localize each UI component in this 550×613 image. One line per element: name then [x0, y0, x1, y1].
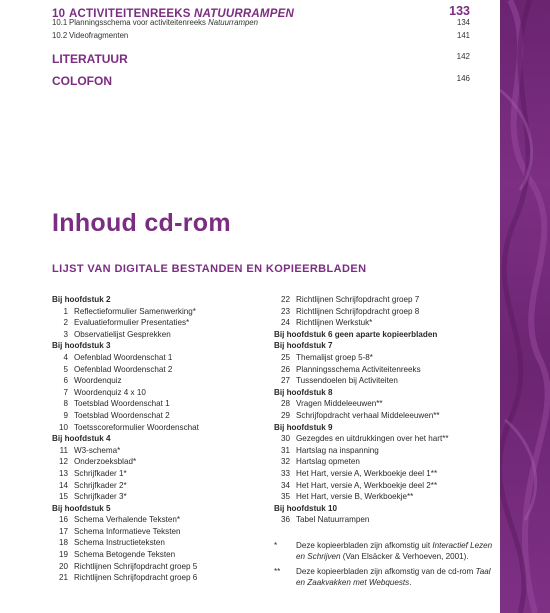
list-item-text: Tabel Natuurrampen: [296, 515, 370, 525]
list-item-text: Richtlijnen Schrijfopdracht groep 5: [74, 561, 198, 571]
list-item: [52, 537, 267, 549]
toc-sub-text: Videofragmenten: [69, 31, 129, 40]
list-item: [52, 329, 267, 341]
list-item-text: Richtlijnen Schrijfopdracht groep 6: [74, 573, 198, 583]
list-item: [274, 445, 494, 457]
list-item: [274, 468, 494, 480]
chapter-title-emphasis: NATUURRAMPEN: [194, 8, 294, 20]
list-item-number: 11: [59, 445, 68, 455]
list-item-number: 14: [58, 480, 68, 490]
list-group-header: [274, 387, 494, 399]
table-of-contents: [52, 4, 470, 96]
list-item-number: 27: [280, 376, 290, 386]
toc-chapter-row: [52, 4, 470, 18]
file-list-right: [274, 294, 494, 588]
footnote-text-end: .: [409, 577, 412, 587]
list-item-text: Planningsschema Activiteitenreeks: [296, 364, 421, 374]
toc-sub-row: [52, 18, 470, 31]
list-item-text: Toetsscoreformulier Woordenschat: [74, 422, 199, 432]
list-item: [274, 364, 494, 376]
list-item-number: 29: [280, 410, 290, 420]
list-item-text: Schema Betogende Teksten: [74, 550, 176, 560]
footnote-text: Deze kopieerbladen zijn afkomstig van de cd-rom: [296, 566, 476, 576]
list-item-text: Schema Informatieve Teksten: [74, 526, 181, 536]
list-item: [52, 561, 267, 573]
list-item-text: Richtlijnen Werkstuk*: [296, 318, 373, 328]
list-item-number: 1: [63, 306, 68, 316]
list-item-number: 35: [280, 492, 290, 502]
list-item-number: 33: [280, 468, 290, 478]
list-item: [52, 491, 267, 503]
list-group-header: [274, 422, 494, 434]
list-item: [52, 445, 267, 457]
list-item-text: Bij hoofdstuk 6 geen aparte kopieerbladen: [274, 329, 438, 339]
list-group-header: [274, 340, 494, 352]
list-item-text: Toetsblad Woordenschat 1: [74, 399, 170, 409]
list-item-text: Schema Verhalende Teksten*: [74, 515, 181, 525]
list-item-number: 26: [280, 364, 290, 374]
list-group-header: [52, 503, 267, 515]
list-item-text: Schrijfkader 2*: [74, 480, 127, 490]
list-item-text: Schema Instructieteksten: [74, 538, 165, 548]
list-item: [52, 317, 267, 329]
list-item-number: 15: [58, 492, 68, 502]
toc-sub-page: 134: [456, 18, 470, 27]
list-item-number: 9: [63, 410, 68, 420]
list-item-text: Hartslag opmeten: [296, 457, 360, 467]
list-item: [52, 352, 267, 364]
list-item-text: Gezegdes en uitdrukkingen over het hart**: [296, 434, 449, 444]
list-item: [274, 317, 494, 329]
list-item-number: 2: [63, 318, 68, 328]
list-item-text: Het Hart, versie B, Werkboekje**: [296, 492, 414, 502]
list-item-text: Themalijst groep 5-8*: [296, 352, 373, 362]
list-item-text: Observatielijst Gesprekken: [74, 329, 171, 339]
toc-sub-text: Planningsschema voor activiteitenreeks: [69, 18, 209, 27]
list-item-number: 8: [63, 399, 68, 409]
list-item: [52, 364, 267, 376]
list-item: [52, 398, 267, 410]
list-item: [52, 468, 267, 480]
list-group-header: [274, 329, 494, 341]
list-item-text: W3-schema*: [74, 445, 121, 455]
list-item: [52, 306, 267, 318]
list-item-number: 23: [280, 306, 290, 316]
list-group-header: [52, 340, 267, 352]
list-item-number: 22: [280, 295, 290, 304]
list-item-number: 13: [58, 468, 68, 478]
list-item-number: 7: [63, 387, 68, 397]
toc-section-page: 142: [456, 52, 470, 61]
list-group-header: [52, 294, 267, 306]
footnote-emphasis: Interactief Lezen en Schrijven: [296, 540, 493, 561]
list-item: [274, 491, 494, 503]
list-item-number: 17: [58, 526, 68, 536]
page-title: Inhoud cd-rom: [52, 209, 231, 237]
chapter-number: 10: [52, 8, 66, 20]
list-item: [52, 549, 267, 561]
footnote-text: Deze kopieerbladen zijn afkomstig uit: [296, 540, 433, 550]
file-list-left: [52, 294, 267, 584]
list-item: [274, 514, 494, 526]
toc-section-label: COLOFON: [52, 74, 112, 88]
list-item-number: 24: [280, 318, 290, 328]
list-item-number: 31: [280, 445, 290, 455]
list-item-text: Schrijfkader 1*: [74, 468, 127, 478]
list-item-text: Tussendoelen bij Activiteiten: [296, 376, 398, 386]
toc-section-label: LITERATUUR: [52, 52, 128, 66]
list-item-text: Schrijfopdracht verhaal Middeleeuwen**: [296, 410, 440, 420]
toc-sub-page: 141: [456, 31, 470, 40]
list-item-number: 6: [63, 376, 68, 386]
list-item: [274, 306, 494, 318]
list-item-number: 3: [63, 329, 68, 339]
list-item-number: 18: [58, 538, 68, 548]
list-item-number: 4: [63, 352, 68, 362]
list-item: [52, 422, 267, 434]
list-item: [274, 294, 494, 306]
footnote: [274, 566, 494, 588]
list-item: [52, 480, 267, 492]
swirl-pattern-icon: [500, 0, 550, 613]
list-item-text: Oefenblad Woordenschat 2: [74, 364, 173, 374]
footnote-text-end: (Van Elsäcker & Verhoeven, 2001).: [340, 551, 469, 561]
list-item: [52, 375, 267, 387]
list-item-text: Reflectieformulier Samenwerking*: [74, 306, 196, 316]
list-item: [274, 433, 494, 445]
list-item-number: 10: [58, 422, 68, 432]
list-item-number: 32: [280, 457, 290, 467]
list-item: [274, 480, 494, 492]
list-item-text: Richtlijnen Schrijfopdracht groep 7: [296, 295, 420, 304]
footnote: [274, 540, 494, 562]
list-item: [52, 514, 267, 526]
list-item: [52, 572, 267, 584]
list-item-number: 19: [58, 550, 68, 560]
list-item-text: Bij hoofdstuk 10: [274, 503, 337, 513]
toc-sub-number: 10.1: [52, 18, 68, 27]
list-item-text: Hartslag na inspanning: [296, 445, 379, 455]
list-item: [274, 398, 494, 410]
list-item-text: Onderzoeksblad*: [74, 457, 137, 467]
list-item-text: Bij hoofdstuk 2: [52, 295, 111, 304]
list-item-number: 16: [58, 515, 68, 525]
footnote-emphasis: Taal en Zaakvakken met Webquests: [296, 566, 491, 587]
decorative-purple-band: [500, 0, 550, 613]
list-item: [52, 456, 267, 468]
list-item-text: Bij hoofdstuk 5: [52, 503, 111, 513]
list-item-number: 5: [63, 364, 68, 374]
list-item-text: Toetsblad Woordenschat 2: [74, 410, 170, 420]
toc-section-page: 146: [456, 74, 470, 83]
list-item: [274, 352, 494, 364]
list-item-text: Bij hoofdstuk 4: [52, 434, 111, 444]
list-item: [274, 375, 494, 387]
toc-section-row: [52, 52, 470, 74]
list-item: [52, 387, 267, 399]
list-item-text: Vragen Middeleeuwen**: [296, 399, 383, 409]
list-item-text: Bij hoofdstuk 8: [274, 387, 333, 397]
toc-sub-number: 10.2: [52, 31, 68, 40]
toc-sub-emphasis: Natuurrampen: [208, 18, 258, 27]
list-item-text: Oefenblad Woordenschat 1: [74, 352, 173, 362]
list-item-text: Bij hoofdstuk 3: [52, 341, 111, 351]
list-item-number: 28: [280, 399, 290, 409]
list-item-text: Het Hart, versie A, Werkboekje deel 1**: [296, 468, 438, 478]
chapter-page: 133: [449, 4, 470, 18]
chapter-title-text: ACTIVITEITENREEKS: [69, 8, 195, 20]
list-item-text: Woordenquiz: [74, 376, 122, 386]
list-item-text: Bij hoofdstuk 7: [274, 341, 333, 351]
list-item-text: Schrijfkader 3*: [74, 492, 127, 502]
list-item-number: 34: [280, 480, 290, 490]
list-item: [274, 410, 494, 422]
footnote-mark: **: [274, 566, 281, 576]
list-item-text: Evaluatieformulier Presentaties*: [74, 318, 190, 328]
list-group-header: [274, 503, 494, 515]
list-item-text: Het Hart, versie A, Werkboekje deel 2**: [296, 480, 438, 490]
footnote-mark: *: [274, 540, 278, 550]
toc-section-row: [52, 74, 470, 96]
list-item-number: 30: [280, 434, 290, 444]
list-item: [274, 456, 494, 468]
list-item-text: Bij hoofdstuk 9: [274, 422, 333, 432]
list-item-text: Woordenquiz 4 x 10: [74, 387, 146, 397]
list-group-header: [52, 433, 267, 445]
list-item-number: 25: [280, 352, 290, 362]
list-item: [52, 410, 267, 422]
section-heading: LIJST VAN DIGITALE BESTANDEN EN KOPIEERBLADEN: [52, 263, 367, 275]
list-item: [52, 526, 267, 538]
list-item-number: 12: [58, 457, 68, 467]
list-item-text: Richtlijnen Schrijfopdracht groep 8: [296, 306, 420, 316]
toc-sub-row: [52, 31, 470, 44]
list-item-number: 20: [58, 561, 68, 571]
list-item-number: 21: [58, 573, 68, 583]
list-item-number: 36: [280, 515, 290, 525]
